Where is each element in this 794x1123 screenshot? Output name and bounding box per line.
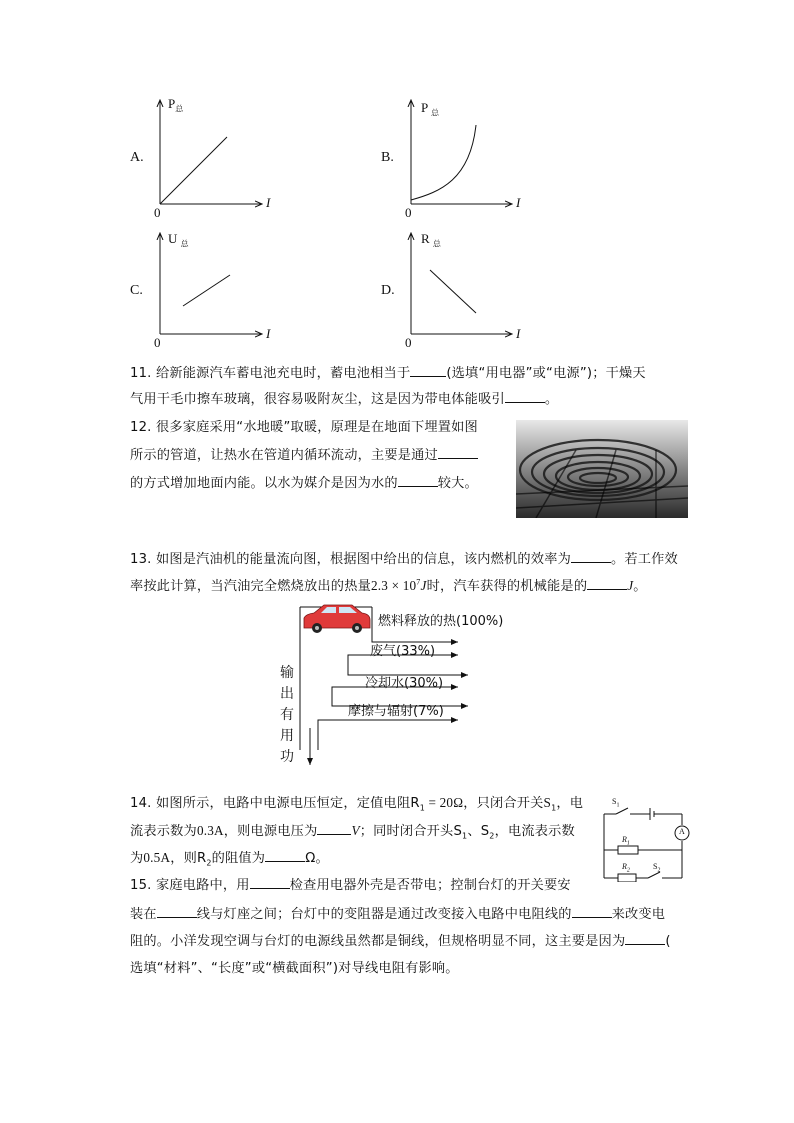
q12-line2: 所示的管道，让热水在管道内循环流动，主要是通过 <box>130 444 478 463</box>
q11-blank2[interactable] <box>505 390 545 403</box>
resistor-r1-label: $R_1$ <box>622 835 630 847</box>
circuit-diagram <box>598 800 690 882</box>
graph-c-origin: 0 <box>154 335 161 350</box>
graph-c-x-label: I <box>266 326 271 341</box>
output-work-label: 输 出 有 用 功 <box>280 665 294 765</box>
option-c-label: C. <box>130 283 143 298</box>
q14-line2: 流表示数为0.3A，则电源电压为 V；同时闭合开头$S_1$、$S_2$，电流表示数 <box>130 823 575 841</box>
q13-blank1[interactable] <box>571 550 611 563</box>
option-b-label: B. <box>381 150 394 165</box>
q15-blank1[interactable] <box>250 876 290 889</box>
q12-line3: 的方式增加地面内能。以水为媒介是因为水的 较大。 <box>130 476 478 491</box>
q15-blank2[interactable] <box>157 905 197 918</box>
graph-a-x-label: I <box>266 195 271 210</box>
graph-a-origin: 0 <box>154 205 161 220</box>
resistor-r2-label: $R_2$ <box>622 862 630 874</box>
graph-b-origin: 0 <box>405 205 412 220</box>
graph-b-x-label: I <box>516 195 521 210</box>
q11-line1: 11. 给新能源汽车蓄电池充电时，蓄电池相当于 (选填“用电器”或“电源”)；干燥天 <box>130 366 646 381</box>
q12-line1: 12. 很多家庭采用“水地暖”取暖，原理是在地面下埋置如图 <box>130 420 478 435</box>
ammeter-label: A <box>679 827 685 836</box>
floor-heating-photo <box>516 420 688 518</box>
fuel-heat-label: 燃料释放的热(100%) <box>378 614 504 629</box>
graph-d-origin: 0 <box>405 335 412 350</box>
graph-c-y-label: U $_总$ <box>168 231 189 249</box>
q12-blank1[interactable] <box>438 446 478 459</box>
q15-line3: 阻的。小洋发现空调与台灯的电源线虽然都是铜线，但规格明显不同，这主要是因为 ( <box>130 934 671 949</box>
graph-a <box>160 100 262 204</box>
option-a-label: A. <box>130 150 144 165</box>
q11-blank1[interactable] <box>410 364 446 377</box>
graph-d-curve <box>430 270 476 313</box>
q15-line1: 15. 家庭电路中，用 检查用电器外壳是否带电；控制台灯的开关要安 <box>130 878 571 893</box>
graph-d-y-label: R $_总$ <box>421 231 441 249</box>
q15-line2: 装在 线与灯座之间；台灯中的变阻器是通过改变接入电路中电阻线的 来改变电 <box>130 907 666 922</box>
q14-blank2[interactable] <box>265 849 305 862</box>
switch-s1-label: $S_1$ <box>612 797 620 809</box>
q14-line3: 为0.5A，则$R_2$的阻值为 Ω。 <box>130 850 329 868</box>
q13-blank2[interactable] <box>587 577 627 590</box>
friction-label: 摩擦与辐射(7%) <box>348 704 444 719</box>
car-icon <box>304 605 370 633</box>
q15-blank3[interactable] <box>572 905 612 918</box>
graph-c-curve <box>183 275 230 306</box>
q14-line1: 14. 如图所示，电路中电源电压恒定，定值电阻$R_1 = 20\Omega$，只闭合开关$S_1$，电 <box>130 795 584 813</box>
q13-line2: 率按此计算，当汽油完全燃烧放出的热量$2.3 \times 10^7J$时，汽车获得的机械能是的 J。 <box>130 577 647 594</box>
graph-a-y-label: $P_总$ <box>168 96 184 114</box>
cooling-label: 冷却水(30%) <box>365 676 444 691</box>
exhaust-label: 废气(33%) <box>370 644 436 659</box>
q15-blank4[interactable] <box>625 932 665 945</box>
q14-blank1[interactable] <box>317 822 351 835</box>
graph-d-x-label: I <box>516 326 521 341</box>
graph-options <box>0 0 794 360</box>
switch-s2-label: $S_2$ <box>653 862 661 874</box>
q11-line2: 气用干毛巾擦车玻璃，很容易吸附灰尘，这是因为带电体能吸引 。 <box>130 392 559 407</box>
q13-line1: 13. 如图是汽油机的能量流向图，根据图中给出的信息，该内燃机的效率为 。若工作效 <box>130 552 678 567</box>
graph-b-curve <box>411 125 476 200</box>
q12-blank2[interactable] <box>398 474 438 487</box>
q15-line4: 选填“材料”、“长度”或“横截面积”)对导线电阻有影响。 <box>130 961 459 976</box>
graph-a-curve <box>160 137 227 204</box>
option-d-label: D. <box>381 283 395 298</box>
graph-b-y-label: P $_总$ <box>421 100 439 118</box>
